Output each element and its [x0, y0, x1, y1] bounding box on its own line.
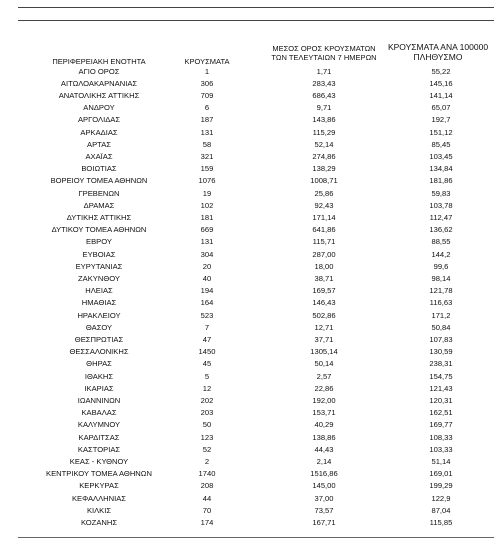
header-per-line2: ΠΛΗΘΥΣΜΟ: [413, 52, 463, 62]
table-row: [0, 395, 494, 407]
cell-avg-7-days: 37,71: [314, 334, 334, 344]
cell-avg-7-days: 686,43: [312, 90, 336, 100]
header-avg-line1: ΜΕΣΟΣ ΟΡΟΣ ΚΡΟΥΣΜΑΤΩΝ: [272, 44, 376, 53]
cell-cases: 159: [200, 164, 214, 174]
cell-per-100k: 144,2: [431, 249, 451, 259]
cell-avg-7-days: 138,86: [312, 432, 336, 442]
cell-per-100k: 88,55: [431, 237, 451, 247]
header-per-100k: [382, 42, 494, 62]
cell-cases: 7: [204, 322, 210, 332]
table-row: [0, 505, 494, 517]
table-row: [0, 456, 494, 468]
cell-region: ΑΝΑΤΟΛΙΚΗΣ ΑΤΤΙΚΗΣ: [58, 90, 140, 100]
cell-avg-7-days: 274,86: [312, 151, 336, 161]
table-row: [0, 468, 494, 480]
cell-per-100k: 169,77: [429, 420, 453, 430]
table-row: [0, 444, 494, 456]
cell-region: ΕΒΡΟΥ: [86, 237, 112, 247]
table-row: [0, 310, 494, 322]
cell-per-100k: 50,84: [431, 322, 451, 332]
cell-cases: 181: [200, 212, 214, 222]
cell-per-100k: 181,86: [429, 176, 453, 186]
cell-per-100k: 108,33: [429, 432, 453, 442]
cell-avg-7-days: 143,86: [312, 115, 336, 125]
cell-region: ΘΕΣΠΡΩΤΙΑΣ: [74, 334, 124, 344]
cell-cases: 6: [204, 103, 210, 113]
cell-avg-7-days: 44,43: [314, 444, 334, 454]
cell-region: ΘΕΣΣΑΛΟΝΙΚΗΣ: [69, 347, 129, 357]
cell-per-100k: 103,78: [429, 200, 453, 210]
cell-avg-7-days: 38,71: [314, 273, 334, 283]
cell-per-100k: 120,31: [429, 395, 453, 405]
table-row: [0, 200, 494, 212]
table-row: [0, 151, 494, 163]
cell-per-100k: 134,84: [429, 164, 453, 174]
cell-avg-7-days: 192,00: [312, 395, 336, 405]
cell-region: ΔΡΑΜΑΣ: [83, 200, 115, 210]
table-row: [0, 432, 494, 444]
cell-per-100k: 171,2: [431, 310, 451, 320]
cell-cases: 102: [200, 200, 214, 210]
table-row: [0, 346, 494, 358]
table-row: [0, 212, 494, 224]
cell-avg-7-days: 167,71: [312, 517, 336, 527]
cell-avg-7-days: 37,00: [314, 493, 334, 503]
cell-avg-7-days: 22,86: [314, 383, 334, 393]
table-row: [0, 419, 494, 431]
cell-avg-7-days: 283,43: [312, 78, 336, 88]
cell-region: ΔΥΤΙΚΗΣ ΑΤΤΙΚΗΣ: [66, 212, 132, 222]
table-row: [0, 78, 494, 90]
cell-avg-7-days: 145,00: [312, 481, 336, 491]
header-avg-line2: ΤΩΝ ΤΕΛΕΥΤΑΙΩΝ 7 ΗΜΕΡΩΝ: [271, 53, 377, 62]
table-row: [0, 358, 494, 370]
cell-region: ΚΙΛΚΙΣ: [86, 505, 112, 515]
cell-avg-7-days: 169,57: [312, 286, 336, 296]
cell-cases: 203: [200, 408, 214, 418]
cell-avg-7-days: 1305,14: [310, 347, 338, 357]
cell-region: ΑΙΤΩΛΟΑΚΑΡΝΑΝΙΑΣ: [60, 78, 138, 88]
cell-avg-7-days: 138,29: [312, 164, 336, 174]
cell-cases: 2: [204, 456, 210, 466]
cell-cases: 58: [202, 139, 212, 149]
cell-cases: 208: [200, 481, 214, 491]
cell-cases: 52: [202, 444, 212, 454]
cell-avg-7-days: 115,71: [312, 237, 336, 247]
cell-cases: 123: [200, 432, 214, 442]
table-row: [0, 480, 494, 492]
cell-region: ΕΥΡΥΤΑΝΙΑΣ: [75, 261, 123, 271]
header-per-line1: ΚΡΟΥΣΜΑΤΑ ΑΝΑ 100000: [387, 42, 489, 52]
cell-per-100k: 87,04: [431, 505, 451, 515]
cell-region: ΚΟΖΑΝΗΣ: [80, 517, 118, 527]
cell-cases: 1450: [198, 347, 216, 357]
table-row: [0, 297, 494, 309]
cell-cases: 1: [204, 66, 210, 76]
table-row: [0, 127, 494, 139]
cell-cases: 669: [200, 225, 214, 235]
table-row: [0, 175, 494, 187]
top-rule-second: [18, 20, 494, 21]
cell-region: ΚΑΒΑΛΑΣ: [81, 408, 117, 418]
table-row: [0, 383, 494, 395]
cell-per-100k: 192,7: [431, 115, 451, 125]
cell-avg-7-days: 92,43: [314, 200, 334, 210]
cell-cases: 1076: [198, 176, 216, 186]
cell-region: ΚΑΡΔΙΤΣΑΣ: [78, 432, 120, 442]
table-row: [0, 102, 494, 114]
table-row: [0, 334, 494, 346]
cell-cases: 304: [200, 249, 214, 259]
cell-cases: 131: [200, 237, 214, 247]
cell-per-100k: 107,83: [429, 334, 453, 344]
table-row: [0, 66, 494, 78]
cell-region: ΚΕΑΣ - ΚΥΘΝΟΥ: [69, 456, 129, 466]
cell-region: ΑΡΚΑΔΙΑΣ: [80, 127, 118, 137]
cell-per-100k: 65,07: [431, 103, 451, 113]
cell-region: ΚΕΝΤΡΙΚΟΥ ΤΟΜΕΑ ΑΘΗΝΩΝ: [46, 469, 152, 479]
cell-per-100k: 136,62: [429, 225, 453, 235]
cell-region: ΚΕΡΚΥΡΑΣ: [79, 481, 119, 491]
table-row: [0, 517, 494, 529]
cell-avg-7-days: 9,71: [316, 103, 332, 113]
cell-cases: 20: [202, 261, 212, 271]
table-row: [0, 249, 494, 261]
cell-region: ΙΚΑΡΙΑΣ: [84, 383, 114, 393]
cell-avg-7-days: 1008,71: [310, 176, 338, 186]
cell-region: ΑΝΔΡΟΥ: [83, 103, 115, 113]
cell-avg-7-days: 25,86: [314, 188, 334, 198]
table-row: [0, 236, 494, 248]
cell-per-100k: 199,29: [429, 481, 453, 491]
cell-avg-7-days: 73,57: [314, 505, 334, 515]
cell-per-100k: 122,9: [431, 493, 451, 503]
cell-avg-7-days: 2,14: [316, 456, 332, 466]
cell-cases: 47: [202, 334, 212, 344]
cell-region: ΑΡΤΑΣ: [87, 139, 111, 149]
cell-cases: 5: [204, 371, 210, 381]
cell-region: ΚΑΣΤΟΡΙΑΣ: [77, 444, 121, 454]
table-row: [0, 285, 494, 297]
cell-region: ΗΜΑΘΙΑΣ: [81, 298, 117, 308]
header-avg: [262, 44, 386, 62]
cell-region: ΘΗΡΑΣ: [86, 359, 112, 369]
cell-per-100k: 169,01: [429, 469, 453, 479]
cell-region: ΖΑΚΥΝΘΟΥ: [78, 273, 120, 283]
cell-per-100k: 103,45: [429, 151, 453, 161]
header-region: ΠΕΡΙΦΕΡΕΙΑΚΗ ΕΝΟΤΗΤΑ: [52, 57, 146, 66]
cell-region: ΚΑΛΥΜΝΟΥ: [77, 420, 121, 430]
cell-per-100k: 154,75: [429, 371, 453, 381]
cell-region: ΒΟΡΕΙΟΥ ΤΟΜΕΑ ΑΘΗΝΩΝ: [50, 176, 148, 186]
cell-per-100k: 59,83: [431, 188, 451, 198]
table-row: [0, 493, 494, 505]
cell-per-100k: 112,47: [429, 212, 453, 222]
cell-cases: 45: [202, 359, 212, 369]
table-row: [0, 90, 494, 102]
cell-cases: 44: [202, 493, 212, 503]
table-row: [0, 261, 494, 273]
cell-avg-7-days: 287,00: [312, 249, 336, 259]
cell-region: ΚΕΦΑΛΛΗΝΙΑΣ: [71, 493, 127, 503]
cell-region: ΗΡΑΚΛΕΙΟΥ: [77, 310, 121, 320]
header-cases: ΚΡΟΥΣΜΑΤΑ: [184, 57, 230, 66]
cell-avg-7-days: 146,43: [312, 298, 336, 308]
cell-region: ΘΑΣΟΥ: [85, 322, 113, 332]
cell-avg-7-days: 12,71: [314, 322, 334, 332]
cell-region: ΑΡΓΟΛΙΔΑΣ: [77, 115, 121, 125]
cell-avg-7-days: 171,14: [312, 212, 336, 222]
cell-cases: 131: [200, 127, 214, 137]
cell-avg-7-days: 2,57: [316, 371, 332, 381]
cell-region: ΕΥΒΟΙΑΣ: [82, 249, 116, 259]
cell-region: ΔΥΤΙΚΟΥ ΤΟΜΕΑ ΑΘΗΝΩΝ: [51, 225, 147, 235]
table-row: [0, 273, 494, 285]
cell-avg-7-days: 1516,86: [310, 469, 338, 479]
cell-per-100k: 103,33: [429, 444, 453, 454]
cell-per-100k: 121,78: [429, 286, 453, 296]
cell-region: ΒΟΙΩΤΙΑΣ: [81, 164, 117, 174]
cell-cases: 194: [200, 286, 214, 296]
cell-avg-7-days: 115,29: [312, 127, 336, 137]
cell-per-100k: 115,85: [429, 517, 453, 527]
cell-per-100k: 51,14: [431, 456, 451, 466]
cell-cases: 202: [200, 395, 214, 405]
cell-per-100k: 130,59: [429, 347, 453, 357]
cell-avg-7-days: 50,14: [314, 359, 334, 369]
cell-avg-7-days: 18,00: [314, 261, 334, 271]
cell-avg-7-days: 641,86: [312, 225, 336, 235]
cell-per-100k: 55,22: [431, 66, 451, 76]
cell-cases: 164: [200, 298, 214, 308]
table-row: [0, 188, 494, 200]
table-row: [0, 407, 494, 419]
cell-per-100k: 99,6: [433, 261, 449, 271]
table-row: [0, 371, 494, 383]
table-row: [0, 322, 494, 334]
table-row: [0, 114, 494, 126]
cell-cases: 174: [200, 517, 214, 527]
cell-avg-7-days: 52,14: [314, 139, 334, 149]
cell-avg-7-days: 502,86: [312, 310, 336, 320]
cell-avg-7-days: 153,71: [312, 408, 336, 418]
cell-per-100k: 98,14: [431, 273, 451, 283]
cell-cases: 187: [200, 115, 214, 125]
cell-per-100k: 121,43: [429, 383, 453, 393]
cell-per-100k: 151,12: [429, 127, 453, 137]
top-rule: [18, 7, 494, 8]
cell-cases: 321: [200, 151, 214, 161]
cell-cases: 12: [202, 383, 212, 393]
cell-cases: 19: [202, 188, 212, 198]
table-row: [0, 224, 494, 236]
cell-cases: 70: [202, 505, 212, 515]
cell-per-100k: 85,45: [431, 139, 451, 149]
cell-cases: 40: [202, 273, 212, 283]
cell-region: ΑΧΑΪΑΣ: [85, 151, 113, 161]
cell-per-100k: 145,16: [429, 78, 453, 88]
cell-per-100k: 141,14: [429, 90, 453, 100]
cell-avg-7-days: 1,71: [316, 66, 332, 76]
cell-avg-7-days: 40,29: [314, 420, 334, 430]
cell-region: ΙΩΑΝΝΙΝΩΝ: [77, 395, 121, 405]
cell-per-100k: 116,63: [429, 298, 453, 308]
cell-region: ΗΛΕΙΑΣ: [85, 286, 113, 296]
cell-cases: 709: [200, 90, 214, 100]
cell-region: ΙΘΑΚΗΣ: [84, 371, 114, 381]
cell-per-100k: 162,51: [429, 408, 453, 418]
table-row: [0, 163, 494, 175]
cell-cases: 306: [200, 78, 214, 88]
cell-cases: 1740: [198, 469, 216, 479]
cell-region: ΓΡΕΒΕΝΩΝ: [78, 188, 120, 198]
cell-cases: 50: [202, 420, 212, 430]
bottom-rule: [18, 537, 494, 538]
table-row: [0, 139, 494, 151]
cell-per-100k: 238,31: [429, 359, 453, 369]
cell-cases: 523: [200, 310, 214, 320]
cell-region: ΑΓΙΟ ΟΡΟΣ: [78, 66, 120, 76]
